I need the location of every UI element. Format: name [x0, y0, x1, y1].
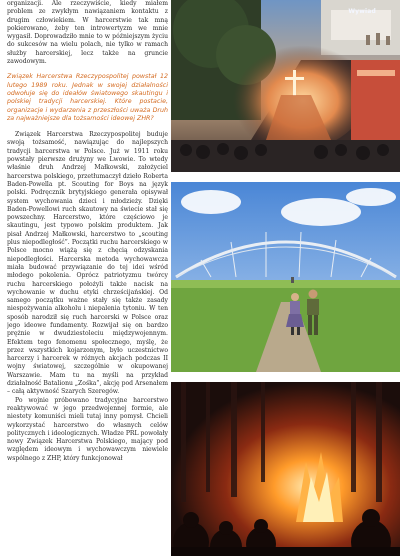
section-watermark: Wywiad [348, 8, 376, 15]
interview-question: Związek Harcerstwa Rzeczypospolitej powstał 12 lutego 1989 roku. Jednak w swojej działalności odwołuje się do ideałów światowego skautingu i polskiej tradycji harcerskiej. Które postacie, organizacje i wydarzenia z przeszłości uważa Druh za najważniejsze dla tożsamości ideowej ZHR? [7, 73, 168, 122]
answer-paragraph-2: Po wojnie próbowano tradycyjne harcerstwo reaktywować w jego przedwojennej formie, ale niestety komuniści mieli tutaj inny pomysł. Chcieli wykorzystać harcerstwo do własnych celów politycznych i ideologicznych. Władze PRL powołały nowy Związek Harcerstwa Polskiego, mający pod względem ideowym i wychowawczym niewiele wspólnego z ZHP, który funkcjonował [7, 396, 168, 462]
photo-ceremony [171, 0, 400, 172]
article-text-column [7, 0, 168, 556]
photo-campfire [171, 382, 400, 556]
answer-paragraph-1: Związek Harcerstwa Rzeczypospolitej buduje swoją tożsamość, nawiązując do najlepszych tradycji harcerstwa w Polsce. Już w 1911 roku powstały pierwsze drużyny we Lwowie. To wtedy właśnie druh Andrzej Małkowski, założyciel harcerstwa polskiego, przetłumaczył dzieło Roberta Baden-Powella pt. Scouting for Boys na język polski. Podręcznik brytyjskiego generała opisywał system wychowania dzieci i młodzieży. Dzięki Baden-Powellowi ruch skautowy na świecie stał się powszechny. Harcerstwo, które częściowo je skautingu, jest typowo polskim produktem. Jak pisał Andrzej Małkowski, harcerstwo to „scouting plus niepodległość”. Początki ruchu harcerskiego w Polsce mocno wiążą się z chęcią odzyskania niepodległości. Harcerska metoda wychowawcza miała budować przywiązanie do tej idei wśród młodego pokolenia. Oprócz patriotyzmu twórcy ruchu harcerskiego położyli także nacisk na wychowanie w duchu etyki chrześcijańskiej. Od samego początku ważne stały się także zasady niespożywania alkoholu i niepalenia tytoniu. W ten sposób narodził się ruch harcerski w Polsce oraz jego ideowe fundamenty. Rozwijał się on bardzo prężnie w dwudziestoleciu międzywojennym. Efektem tego fenomenu społecznego, myślę, że przez wszystkich kojarzonym, było uczestnictwo harcerzy i harcerek w różnych akcjach podczas II wojny światowej, szczególnie w okupowanej Warszawie. Mam tu na myśli na przykład działalność Batalionu „Zośka”, akcję pod Arsenałem – całą aktywność Szarych Szeregów. [7, 131, 168, 396]
photo-scouts-meadow [171, 182, 400, 372]
intro-paragraph: organizacji. Ale rzeczywiście, kiedy miałem problem ze zwykłym nawiązaniem kontaktu z drugim człowiekiem. W harcerstwie tak mną pokierowano, żeby ten introwertyzm we mnie wygasił. Doprowadziło mnie to w późniejszym życiu do sukcesów na wielu polach, nie tylko w ramach służby harcerskiej, lecz także na gruncie zawodowym. [7, 0, 168, 66]
